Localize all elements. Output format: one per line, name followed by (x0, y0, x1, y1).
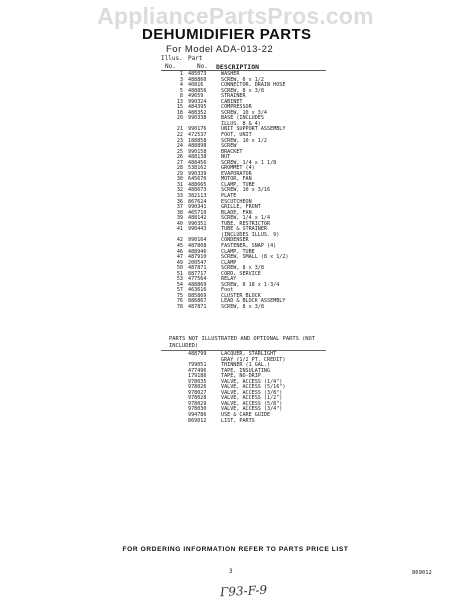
illus-number: 36 (176, 198, 183, 205)
illus-number: 57 (176, 287, 183, 294)
illus-number: 32 (176, 187, 183, 194)
part-description: TAPE, INSULATING (221, 367, 271, 374)
illus-number: 27 (176, 159, 183, 166)
table-row (161, 419, 361, 425)
illus-number: 42 (176, 237, 183, 244)
illus-number: 54 (176, 281, 183, 288)
part-number: 867624 (188, 198, 207, 205)
part-description: VALVE, ACCESS (5/8") (221, 400, 283, 407)
illus-number (161, 419, 183, 425)
part-number: 179186 (188, 373, 207, 380)
part-description: BLADE, FAN (221, 209, 252, 216)
illus-number: 47 (176, 254, 183, 261)
illus-number: 75 (176, 292, 183, 299)
part-description: SCREW, 8 18 x 1-3/4 (221, 281, 280, 288)
part-description: MOTOR, FAN (221, 176, 252, 183)
part-number: 990324 (188, 98, 207, 105)
part-number: 487910 (188, 254, 207, 261)
part-number: 465710 (188, 209, 207, 216)
illus-number: 39 (176, 215, 183, 222)
part-number: 978029 (188, 400, 207, 407)
part-description: BRACKET (221, 148, 243, 155)
parts-list (161, 72, 361, 311)
part-number: 538162 (188, 165, 207, 172)
illus-number: 21 (176, 126, 183, 133)
part-description: RELAY (221, 276, 237, 283)
illus-number: 5 (179, 87, 183, 94)
site-watermark: AppliancePartsPros.com (97, 3, 374, 29)
part-number: 488860 (188, 76, 207, 83)
part-number: 488946 (188, 248, 207, 255)
part-description: UNIT SUPPORT ASSEMBLY (221, 126, 286, 133)
part-description: SCREW, 6 x 1/2 (221, 76, 264, 83)
illus-number: 53 (176, 276, 183, 283)
illus-number: 28 (176, 165, 183, 172)
part-description: LIST, PARTS (221, 417, 255, 424)
part-number: 994786 (188, 412, 207, 419)
part-description: CLAMP, TUBE (221, 248, 255, 255)
part-number: 472537 (188, 132, 207, 139)
header-divider (161, 70, 326, 71)
part-number: 488869 (188, 281, 207, 288)
part-number: 488138 (188, 154, 207, 161)
part-number: 645670 (188, 176, 207, 183)
illus-number: 29 (176, 170, 183, 177)
part-description: (INCLUDES ILLUS. 9) (221, 231, 280, 238)
illus-number: 40 (176, 220, 183, 227)
part-description: VALVE, ACCESS (1/2") (221, 395, 283, 402)
part-description: USE & CARE GUIDE (221, 412, 271, 419)
document-number: 869012 (412, 570, 432, 576)
part-description: CONDENSER (221, 237, 249, 244)
part-description: EVAPORATOR (221, 170, 252, 177)
part-number: 477496 (188, 367, 207, 374)
part-number: 487871 (188, 303, 207, 310)
part-description: GRAY (1/2 PT. CREDIT) (221, 356, 286, 363)
part-description: LACQUER, STARLIGHT (221, 351, 277, 357)
part-description: GROMMET (4) (221, 165, 255, 172)
part-description: SCREW, 1/4 x 1 1/8 (221, 159, 277, 166)
header-illus-no: No. (165, 63, 176, 70)
part-description: GRILLE, FRONT (221, 204, 261, 211)
part-description: CLAMP (221, 259, 237, 266)
part-description: COMPRESSOR (221, 104, 252, 111)
part-number: 382113 (188, 193, 207, 200)
part-number: 488352 (188, 109, 207, 116)
part-number: 978028 (188, 395, 207, 402)
part-number: 978035 (188, 378, 207, 385)
illus-number: 37 (176, 204, 183, 211)
optional-parts-list (161, 352, 361, 424)
part-number: 978030 (188, 406, 207, 413)
part-description: FOOT, UNIT (221, 132, 252, 139)
part-description: ILLUS. 8 & 4) (221, 120, 261, 127)
optional-parts-heading: PARTS NOT ILLUSTRATED AND OPTIONAL PARTS (NOT INCLUDED) (169, 336, 316, 349)
part-description: CONNECTOR, DRAIN HOSE (221, 82, 286, 89)
illus-number: 15 (176, 104, 183, 111)
part-number: 40816 (188, 82, 204, 89)
header-illus: Illus. (161, 55, 183, 62)
part-number: 886867 (188, 298, 207, 305)
page-title: DEHUMIDIFIER PARTS (142, 26, 312, 43)
illus-number: 18 (176, 109, 183, 116)
part-description: SCREW (221, 143, 237, 150)
part-number: 990176 (188, 126, 207, 133)
part-description: SCREW, 10 x 3/4 (221, 109, 268, 116)
part-number: 990158 (188, 148, 207, 155)
part-number: 188858 (188, 137, 207, 144)
part-description: SCREW, 8 x 3/8 (221, 303, 264, 310)
part-number: 990443 (188, 226, 207, 233)
part-number: 887717 (188, 270, 207, 277)
part-number: 487871 (188, 265, 207, 272)
illus-number: 45 (176, 242, 183, 249)
illus-number: 46 (176, 248, 183, 255)
part-number: 978026 (188, 384, 207, 391)
illus-number: 49 (176, 259, 183, 266)
illus-number: 24 (176, 143, 183, 150)
illus-number: 1 (179, 71, 183, 77)
part-description: CABINET (221, 98, 243, 105)
illus-number: 31 (176, 181, 183, 188)
part-number: 488142 (188, 215, 207, 222)
part-description: TUBE, RESTRICTOR (221, 220, 271, 227)
part-number: 799051 (188, 362, 207, 369)
part-number: 485073 (188, 71, 207, 77)
illus-number: 41 (176, 226, 183, 233)
part-description: ESCUTCHEON (221, 198, 252, 205)
part-description: TAPE, NO-DRIP (221, 373, 261, 380)
part-number: 978027 (188, 389, 207, 396)
illus-number: 50 (176, 265, 183, 272)
illus-number: 30 (176, 176, 183, 183)
table-row (161, 305, 361, 311)
part-description: FASTENER, SNAP (4) (221, 242, 277, 249)
illus-number: 22 (176, 132, 183, 139)
header-part-no: No. (197, 63, 208, 70)
illus-number: 25 (176, 148, 183, 155)
part-number: 477564 (188, 276, 207, 283)
page-number: 3 (229, 568, 233, 575)
part-description: TUBE & STRAINER (221, 226, 268, 233)
part-description: Foot (221, 287, 234, 294)
handwritten-note: Γ93-F-9 (219, 582, 268, 600)
header-description: DESCRIPTION (216, 63, 260, 71)
part-number: 869012 (188, 417, 207, 424)
part-description: CORD, SERVICE (221, 270, 261, 277)
part-number: 488799 (188, 351, 207, 357)
part-description: VALVE, ACCESS (3/4") (221, 406, 283, 413)
header-part: Part (188, 55, 203, 62)
illus-number: 4 (179, 82, 183, 89)
part-description: STRAINER (221, 93, 246, 100)
illus-number: 23 (176, 137, 183, 144)
part-number: 488665 (188, 181, 207, 188)
part-description: NUT (221, 154, 231, 161)
part-number: 200547 (188, 259, 207, 266)
part-description: SCREW, 8 x 3/8 (221, 87, 264, 94)
illus-number: 76 (176, 298, 183, 305)
part-number: 488673 (188, 187, 207, 194)
ordering-note: FOR ORDERING INFORMATION REFER TO PARTS PRICE LIST (122, 546, 349, 553)
illus-number: 33 (176, 193, 183, 200)
illus-number: 38 (176, 209, 183, 216)
illus-number: 20 (176, 115, 183, 122)
part-number: 488856 (188, 87, 207, 94)
illus-number: 26 (176, 154, 183, 161)
part-number: 488898 (188, 143, 207, 150)
part-description: VALVE, ACCESS (3/8") (221, 389, 283, 396)
illus-number: 3 (179, 76, 183, 83)
part-description: THINNER (1 GAL.) (221, 362, 271, 369)
illus-number: 8 (179, 93, 183, 100)
part-description: LEAD & BLOCK ASSEMBLY (221, 298, 286, 305)
part-description: PLATE (221, 193, 237, 200)
part-number: 990341 (188, 204, 207, 211)
illus-number: 13 (176, 98, 183, 105)
part-number: 49659 (188, 93, 204, 100)
part-description: SCREW, 10 x 3/16 (221, 187, 271, 194)
part-description: BASE (INCLUDES (221, 115, 264, 122)
part-number: 990351 (188, 220, 207, 227)
part-number: 885869 (188, 292, 207, 299)
part-description: SCREW, 1/4 x 1/4 (221, 215, 271, 222)
part-number: 463616 (188, 287, 207, 294)
part-description: SCREW, SMALL (8 x 1/2) (221, 254, 289, 261)
part-number: 484395 (188, 104, 207, 111)
model-subtitle: For Model ADA-013-22 (166, 44, 274, 55)
part-description: VALVE, ACCESS (1/4") (221, 378, 283, 385)
part-number: 487808 (188, 242, 207, 249)
illus-number: 51 (176, 270, 183, 277)
part-description: WASHER (221, 71, 240, 77)
part-description: VALVE, ACCESS (5/16") (221, 384, 286, 391)
part-description: SCREW, 8 x 3/8 (221, 265, 264, 272)
illus-number: 78 (176, 303, 183, 310)
part-description: SCREW, 10 x 1/2 (221, 137, 268, 144)
part-description: CLUSTER BLOCK (221, 292, 261, 299)
part-description: CLAMP, TUBE (221, 181, 255, 188)
part-number: 488456 (188, 159, 207, 166)
part-number: 990164 (188, 237, 207, 244)
part-number: 990338 (188, 115, 207, 122)
part-number: 990339 (188, 170, 207, 177)
